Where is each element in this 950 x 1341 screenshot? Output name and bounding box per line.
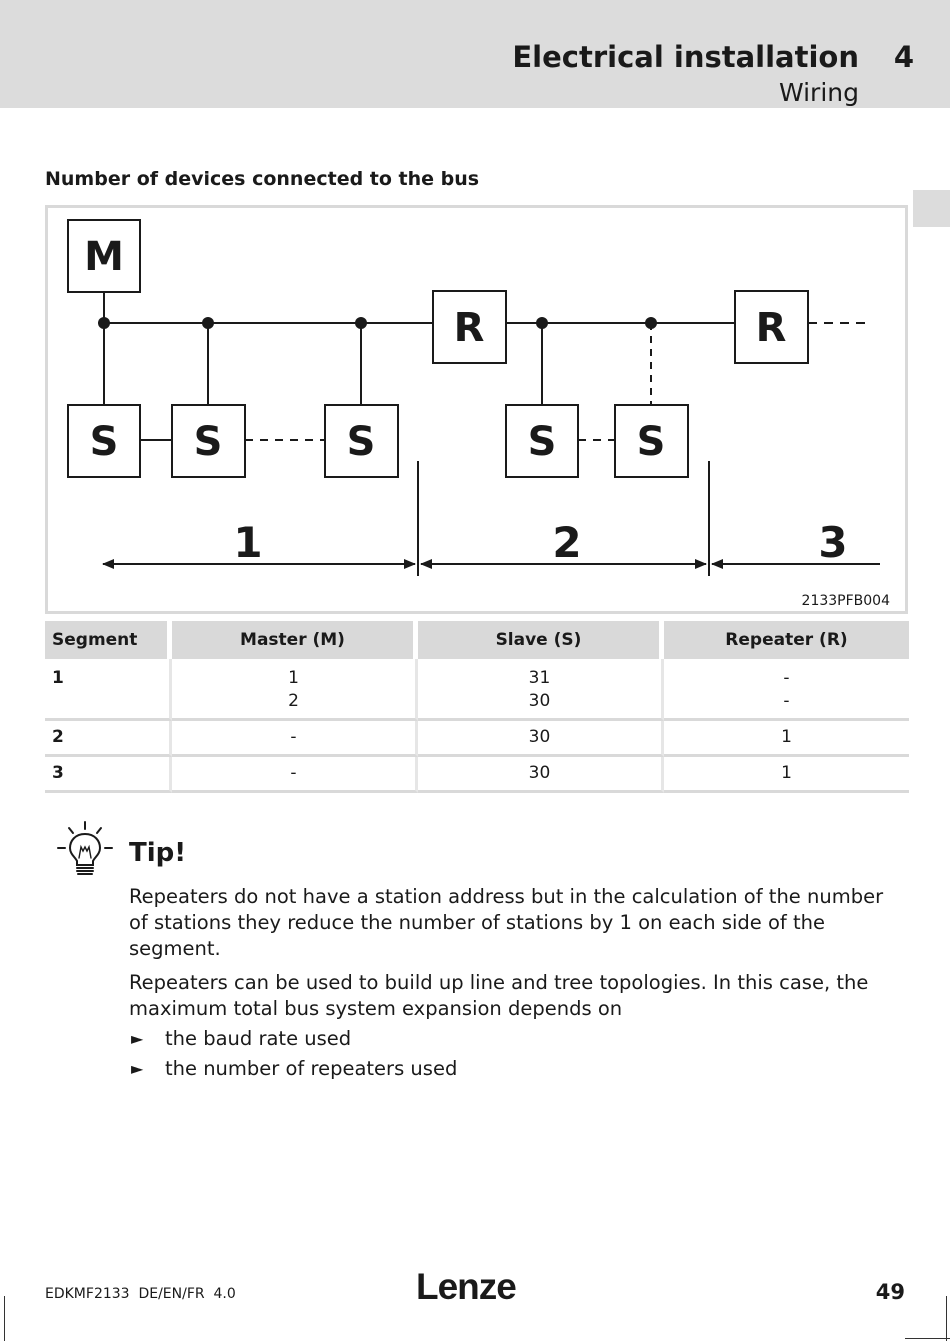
crop-mark [946,1296,947,1341]
segment-device-table [45,621,909,793]
slave-cell: 30 [418,721,664,757]
segment-label-1: 1 [233,518,263,567]
repeater-cell: - - [664,659,909,721]
tip-paragraph: Repeaters do not have a station address but in the calculation of the number of stations they reduce the number of stations by 1 on each side of the segment. [129,885,884,960]
section-title: Wiring [778,78,859,107]
segment-cell: 1 [45,659,172,721]
column-header-master: Master (M) [172,621,418,659]
chapter-side-tab [913,190,950,227]
bus-junction [98,317,110,329]
slave-cell: 31 30 [418,659,664,721]
slave-label: S [636,419,666,465]
figure-code: 2133PFB004 [801,593,890,609]
document-id: EDKMF2133 DE/EN/FR 4.0 [45,1286,236,1302]
table-row [45,757,909,793]
bus-topology-figure [45,205,908,614]
list-item: ► the number of repeaters used [129,1054,889,1084]
lightbulb-icon [55,820,115,880]
tip-bullet-list [129,1024,889,1084]
bus-junction [645,317,657,329]
column-header-segment: Segment [45,621,172,659]
repeater-cell: 1 [664,757,909,793]
page-number: 49 [875,1280,905,1304]
bus-junction [355,317,367,329]
segment-label-3: 3 [818,518,848,567]
segment-cell: 3 [45,757,172,793]
list-item: ► the baud rate used [129,1024,889,1054]
master-label: M [84,234,124,280]
figure-heading: Number of devices connected to the bus [45,168,480,190]
master-cell: 1 2 [172,659,418,721]
bus-junction [536,317,548,329]
tip-paragraph: Repeaters can be used to build up line and tree topologies. In this case, the maximum total bus system expansion depends on [129,971,869,1020]
tip-heading: Tip! [129,838,187,868]
bus-topology-diagram [48,208,905,611]
column-header-slave: Slave (S) [418,621,664,659]
bullet-arrow-icon: ► [131,1029,144,1048]
chapter-title: Electrical installation [512,40,859,74]
crop-mark [905,1338,950,1339]
repeater-label: R [755,305,787,351]
table-row [45,721,909,757]
slave-label: S [527,419,557,465]
master-cell: - [172,721,418,757]
crop-mark [4,1296,5,1341]
segment-cell: 2 [45,721,172,757]
repeater-label: R [453,305,485,351]
slave-label: S [89,419,119,465]
tip-body [129,884,889,1084]
slave-cell: 30 [418,757,664,793]
table-row [45,659,909,721]
brand-logo: Lenze [416,1266,516,1307]
master-cell: - [172,757,418,793]
table-header-row [45,621,909,659]
column-header-repeater: Repeater (R) [664,621,909,659]
slave-label: S [193,419,223,465]
bus-junction [202,317,214,329]
chapter-number: 4 [893,40,914,74]
slave-label: S [346,419,376,465]
repeater-cell: 1 [664,721,909,757]
bullet-arrow-icon: ► [131,1059,144,1078]
segment-label-2: 2 [552,518,582,567]
